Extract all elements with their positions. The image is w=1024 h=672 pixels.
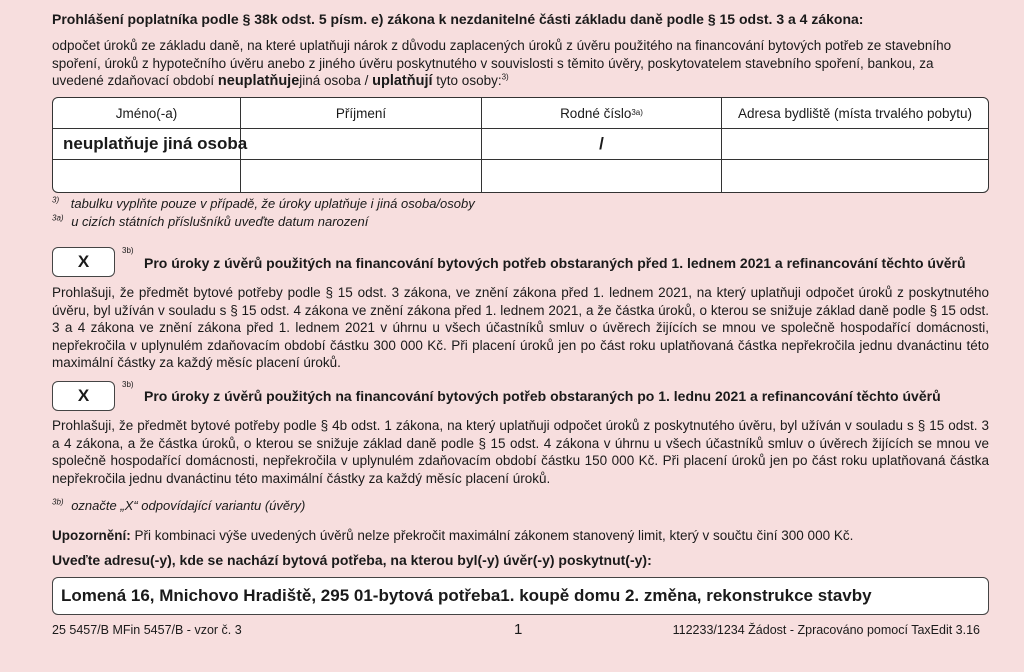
header-birth-number-label: Rodné číslo (560, 105, 632, 121)
warning-text: Při kombinaci výše uvedených úvěrů nelze překročit maximální zákonem stanovený limit, který v součtu činí 300 000 Kč. (134, 528, 854, 543)
cell-first-name[interactable]: neuplatňuje jiná osoba (53, 129, 241, 159)
header-birth-number: Rodné číslo 3a) (482, 98, 722, 128)
table-header-row (53, 98, 988, 129)
cell-surname[interactable] (241, 160, 482, 192)
footnote-3b (52, 498, 305, 513)
warning (52, 527, 853, 545)
table-row (53, 160, 988, 192)
address-prompt: Uveďte adresu(-y), kde se nachází bytová potřeba, na kterou byl(-y) úvěr(-y) poskytnut(-y): (52, 552, 652, 568)
form-code: 25 5457/B MFin 5457/B - vzor č. 3 (52, 623, 242, 637)
cell-first-name[interactable] (53, 160, 241, 192)
intro-text-3: tyto osoby: (436, 73, 502, 88)
footnote-3-sup: 3) (52, 195, 60, 205)
declaration-intro (52, 37, 989, 91)
intro-sup: 3) (501, 72, 509, 82)
footnote-3a-sup: 3a) (52, 213, 64, 223)
option1-checkbox[interactable]: X (52, 247, 115, 277)
address-field[interactable]: Lomená 16, Mnichovo Hradiště, 295 01-bytová potřeba1. koupě domu 2. změna, rekonstrukce stavby (52, 577, 989, 615)
table-row (53, 129, 988, 160)
footnote-3a (52, 214, 368, 229)
footnote-3-text: tabulku vyplňte pouze v případě, že úroky uplatňuje i jiná osoba/osoby (70, 196, 475, 211)
intro-text-2: jiná osoba / (299, 73, 369, 88)
option2-checkbox[interactable]: X (52, 381, 115, 411)
page-number: 1 (514, 621, 523, 638)
footer-right: 112233/1234 Žádost - Zpracováno pomocí TaxEdit 3.16 (672, 623, 980, 637)
intro-bold-2: uplatňují (372, 73, 433, 89)
option2-text: Prohlašuji, že předmět bytové potřeby podle § 4b odst. 1 zákona, na který uplatňuji odpočet úroků z poskytnutého úvěru, byl užíván v souladu s § 15 odst. 3 a 4 zákona, a že částka úroků, o kterou se snižuje základ daně podle § 15 odst. 4 zákona v úhrnu u všech účastníků smluv o úvěrech žijících se mnou ve společně hospodařící domácnosti, nepřekročila v uplynulém zdaňovacím období částku 150 000 Kč. Při placení úroků jen po část roku uplatňovaná částka nepřekročila jednu dvanáctinu této maximální částky za každý měsíc placení úroků. (52, 418, 989, 486)
footnote-3 (52, 196, 475, 211)
cell-address[interactable] (722, 160, 988, 192)
header-first-name: Jméno(-a) (53, 98, 241, 128)
header-address: Adresa bydliště (místa trvalého pobytu) (737, 105, 973, 121)
cell-surname[interactable] (241, 129, 482, 159)
option1-sup: 3b) (122, 246, 134, 255)
option2-title: Pro úroky z úvěrů použitých na financování bytových potřeb obstaraných po 1. lednu 2021 a refinancování těchto úvěrů (144, 388, 941, 404)
option1-title: Pro úroky z úvěrů použitých na financování bytových potřeb obstaraných před 1. lednem 2021 a refinancování těchto úvěrů (144, 255, 966, 271)
header-surname: Příjmení (241, 98, 482, 128)
persons-table (52, 97, 989, 193)
intro-bold-1: neuplatňuje (217, 73, 300, 89)
cell-birth-number[interactable]: / (482, 129, 722, 159)
footnote-3b-sup: 3b) (52, 497, 64, 507)
declaration-title: Prohlášení poplatníka podle § 38k odst. 5 písm. e) zákona k nezdanitelné části základu daně podle § 15 odst. 3 a 4 zákona: (52, 11, 864, 27)
cell-birth-number[interactable] (482, 160, 722, 192)
footnote-3a-text: u cizích státních příslušníků uveďte datum narození (71, 214, 369, 229)
option1-text: Prohlašuji, že předmět bytové potřeby podle § 15 odst. 3 zákona, ve znění zákona před 1. lednem 2021, na který uplatňuji odpočet úroků z poskytnutého úvěru, byl užíván v souladu s § 15 odst. 4 zákona ve znění zákona před 1. lednem 2021, a že částka úroků, o kterou se snižuje základ daně podle § 15 odst. 3 a 4 zákona ve znění zákona před 1. lednem 2021 v úhrnu u všech účastníků smluv o úvěrech žijících se mnou ve společně hospodařící domácnosti, nepřekročila v uplynulém zdaňovacím období částku 300 000 Kč. Při placení úroků jen po část roku uplatňovaná částka nepřekročila jednu dvanáctinu této maximální částky za každý měsíc placení úroků. (52, 285, 989, 370)
option2-sup: 3b) (122, 380, 134, 389)
intro-text-1: odpočet úroků ze základu daně, na které uplatňuji nárok z důvodu zaplacených úroků z úvěru použitého na financování bytových potřeb ze stavebního spoření, úroků z hypotečního úvěru anebo z jiného úvěru poskytnutého v souvislosti s těmito úvěry, poskytovatelem stavebního spoření, bankou, za uvedené zdaňovací období (52, 38, 952, 88)
footnote-3b-text: označte „X“ odpovídající variantu (úvěry) (71, 498, 306, 513)
warning-label: Upozornění: (52, 528, 131, 543)
cell-address[interactable] (722, 129, 988, 159)
